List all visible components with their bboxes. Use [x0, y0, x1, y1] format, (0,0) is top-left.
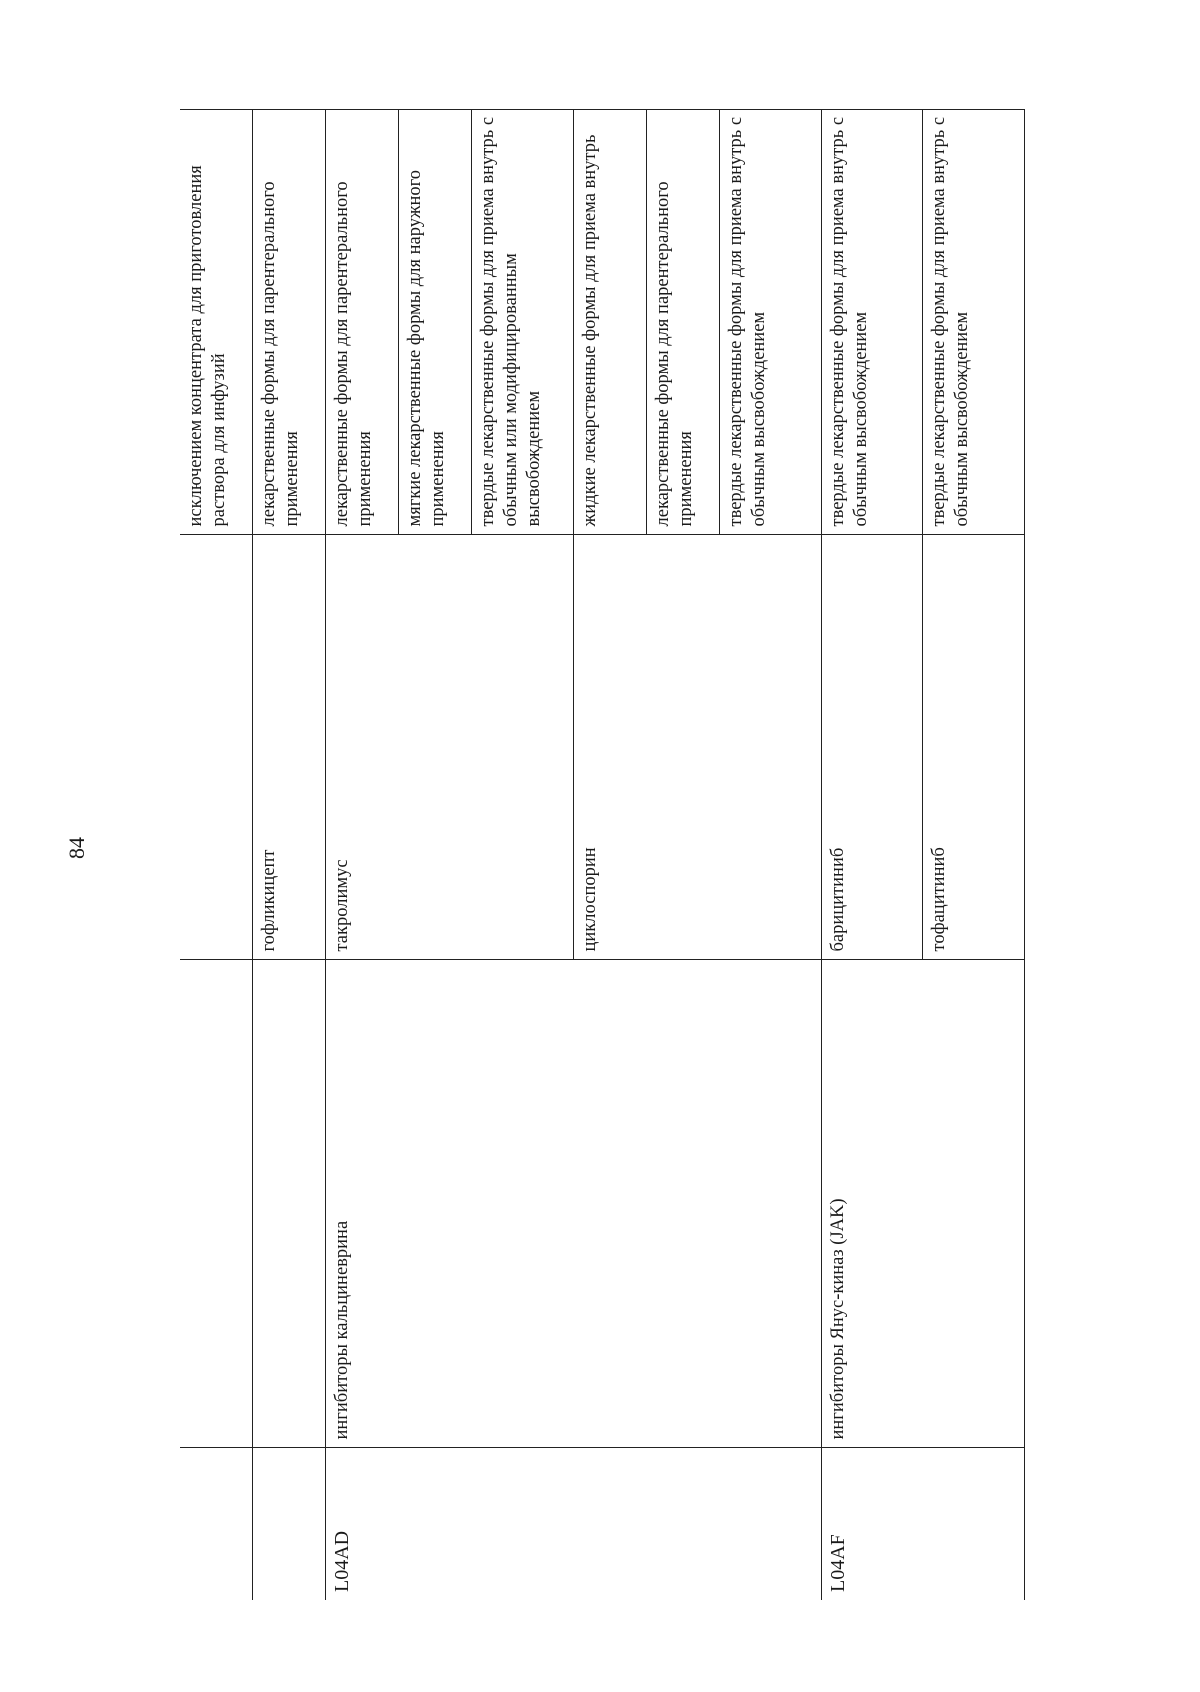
group-name-cell: ингибиторы кальциневрина — [326, 960, 821, 1448]
drug-name-cell: тофацитиниб — [923, 535, 1025, 960]
form-cell: твердые лекарственные формы для приема внутрь с обычным высвобождением — [923, 110, 1025, 535]
form-cell: твердые лекарственные формы для приема внутрь с обычным высвобождением — [719, 110, 821, 535]
table-row-baricitinib — [821, 110, 923, 1600]
group-name-cell: ингибиторы Янус-киназ (JAK) — [821, 960, 1024, 1448]
form-cell: твердые лекарственные формы для приема внутрь с обычным или модифицированным высвобождением — [472, 110, 574, 535]
code-cell — [180, 1448, 253, 1600]
table-row-gofliktsept — [253, 110, 326, 1600]
drug-name-cell: барицитиниб — [821, 535, 923, 960]
rotated-table-frame — [180, 110, 1025, 1600]
drug-cell: гофликицепт — [253, 535, 326, 960]
drug-cell — [180, 535, 253, 960]
drug-name-cell: такролимус — [326, 535, 574, 960]
form-cell: лекарственные формы для парентерального применения — [646, 110, 719, 535]
group-cell — [253, 960, 326, 1448]
form-cell: исключением концентрата для приготовления раствора для инфузий — [180, 110, 253, 535]
code-cell — [253, 1448, 326, 1600]
page-number: 84 — [64, 837, 89, 859]
form-cell: лекарственные формы для парентерального применения — [326, 110, 399, 535]
table-row-continuation — [180, 110, 253, 1600]
form-cell: мягкие лекарственные формы для наружного применения — [399, 110, 472, 535]
form-cell: лекарственные формы для парентерального применения — [253, 110, 326, 535]
atc-code-cell: L04AD — [326, 1448, 821, 1600]
form-cell: жидкие лекарственные формы для приема внутрь — [573, 110, 646, 535]
drug-table — [180, 110, 1025, 1601]
drug-name-cell: циклоспорин — [573, 535, 821, 960]
table-row-tacrolimus — [326, 110, 399, 1600]
group-cell — [180, 960, 253, 1448]
form-cell: твердые лекарственные формы для приема внутрь с обычным высвобождением — [821, 110, 923, 535]
table-container — [180, 110, 1025, 1600]
atc-code-cell: L04AF — [821, 1448, 1024, 1600]
